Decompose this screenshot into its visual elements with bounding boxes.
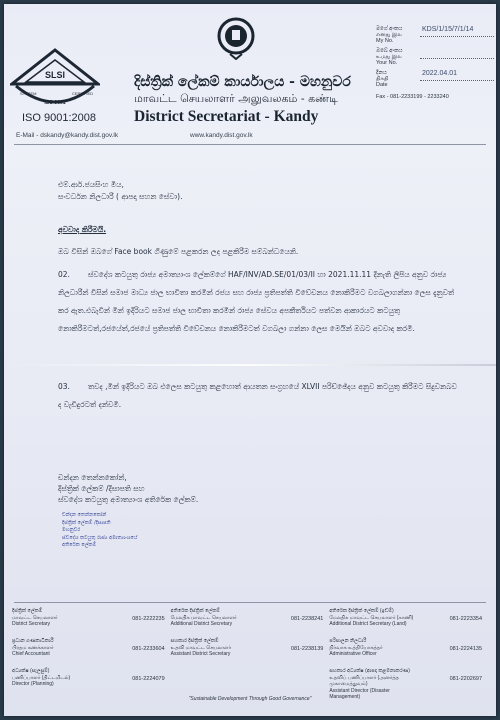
signer-title-2: ස්වදේශ කටයුතු අමාත්‍යාංශ අතිරේක ලේකම්. — [58, 495, 199, 504]
logo-iso: ISO 9001 — [44, 100, 66, 106]
email-address: E-Mail - dskandy@kandy.dist.gov.lk — [16, 132, 119, 139]
slsi-logo-text: SLSI — [44, 70, 66, 80]
meta-label: ඔබේ අංකය உமது இல Your No. — [376, 48, 403, 66]
contact-role — [171, 668, 261, 694]
contact-phone: 081-2238241 — [290, 616, 324, 622]
slsi-logo — [10, 48, 100, 110]
meta-my-no — [376, 26, 494, 48]
paragraph-number: 02. — [58, 270, 70, 279]
contact-entry — [329, 638, 488, 664]
paragraph-intro: ඔබ විසින් ඔබගේ Face book ගිණුමේ පළකරන ලද පළකිරීම සම්බන්ධයෙනි. — [58, 247, 299, 256]
paragraph-02 — [58, 266, 458, 338]
contact-entry — [12, 638, 171, 664]
contact-role: අතිරේක දිස්ත්‍රික් ලේකම් (ඉඩම්) மேலதிக மாவட்ட செயலாளர் (காணி) Additional District Secretary (Land) — [329, 608, 414, 627]
contact-role: අධ්‍යක්ෂ (සැලසුම්) பணிப்பாளர் (திட்டமிடல்) Director (Planning) — [12, 668, 71, 687]
meta-label: මගේ අංකය எனது இல My No. — [376, 26, 403, 44]
contact-role: ප්‍රධාන ගණකාධිකාරී பிரதம கணக்காளர் Chief Accountant — [12, 638, 54, 657]
footer-divider — [14, 602, 486, 603]
meta-value: KDS/1/15/7/1/14 — [420, 26, 494, 37]
iso-label: ISO 9001:2008 — [22, 112, 97, 124]
contact-entry — [171, 668, 330, 694]
stamp-line: ස්වදේශ කටයුතු රාජ්‍ය අමාත්‍යාංශයේ — [62, 534, 138, 541]
logo-ring-left: SYSTEM — [20, 91, 37, 96]
contact-phone: 081-2202697 — [449, 676, 482, 682]
contact-entry — [12, 668, 171, 694]
contact-phone: 081-2238139 — [290, 646, 324, 652]
meta-label: දිනය திகதி Date — [376, 70, 389, 88]
contact-entry — [12, 608, 171, 634]
contact-entry — [329, 668, 488, 700]
title-tamil: மாவட்ட செயலாளர் அலுவலகம் - கண்டி — [134, 92, 338, 105]
website-address: www.kandy.dist.gov.lk — [190, 132, 253, 139]
meta-value — [420, 48, 494, 59]
reference-block — [376, 26, 494, 100]
contact-role: දිස්ත්‍රික් ලේකම් மாவட்ட செயலாளர் District Secretary — [12, 608, 58, 627]
contact-role: සහකාර අධ්‍යක්ෂ (ආපදා කළමනාකරණ) உதவிப் பணிப்பாளர் (அனர்த்த முகாமைத்துவம்) Assistant Director (Disaster Management) — [329, 668, 410, 700]
signer-title: දිස්ත්‍රික් ලේකම් /දිසාපති සහ — [58, 484, 145, 493]
letter-page — [4, 4, 496, 716]
header-divider — [14, 144, 486, 145]
meta-value: 2022.04.01 — [420, 70, 494, 81]
footer-contacts — [12, 608, 488, 702]
signer-name: චන්දන තෙන්නකෝන්, — [58, 473, 127, 482]
national-emblem-icon — [216, 14, 256, 60]
footer-motto: "Sustainable Development Through Good Governance" — [188, 696, 312, 702]
contact-entry — [171, 638, 330, 664]
paragraph-text: තවද ,මින් ඉදිරියට ඔබ එලෙස කටයුතු කළහොත් ආයතන සංග්‍රහයේ XLVII පරිච්ඡේදය අනුව කටයුතු කිරීමට සිදුවනබව ද වැඩිදුරටත් දන්වමි. — [58, 382, 457, 409]
contact-phone: 081-2223354 — [449, 616, 482, 622]
contact-phone: 081-2224135 — [449, 646, 482, 652]
meta-your-no — [376, 48, 494, 70]
official-stamp — [62, 512, 202, 550]
logo-ring-right: CERTIFIED — [72, 91, 94, 96]
signature-block — [58, 472, 358, 505]
contact-role: සහකාර දිස්ත්‍රික් ලේකම් உதவி மாவட்ட செயலாளர் Assistant District Secretary — [170, 638, 232, 657]
contact-phone: 081-2224079 — [132, 676, 165, 682]
stamp-line: දිස්ත්‍රික් ලේකම් /දිසාපති — [62, 519, 111, 526]
meta-date — [376, 70, 494, 92]
paper-fold — [4, 364, 496, 366]
stamp-line: මහනුවර — [62, 527, 81, 533]
stamp-line: අතිරේක ලේකම් — [62, 542, 97, 548]
paragraph-number: 03. — [58, 382, 70, 391]
letter-subject: අවවාද කිරීමයි. — [58, 225, 107, 234]
paragraph-03 — [58, 378, 458, 414]
title-english: District Secretariat - Kandy — [134, 108, 319, 125]
contact-entry — [171, 608, 330, 634]
stamp-line: චන්දන තෙන්නකෝන් — [62, 512, 107, 518]
contact-entry — [329, 608, 488, 634]
fax-number: Fax - 081-2233199 - 2233240 — [376, 94, 449, 100]
addressee: එම්.ආර්.ජයසිංහ මිය, සංවර්ධන නිලධාරී ( ආපදා සහන සේවා). — [58, 180, 183, 201]
contact-phone: 081-2222235 — [132, 616, 165, 622]
contact-role: අතිරේක දිස්ත්‍රික් ලේකම් மேலதிக மாவட்ட செயலாளர் Additional District Secretary — [170, 608, 237, 627]
paragraph-text: ස්වදේශ කටයුතු රාජ්‍ය අමාත්‍යාංශ ලේකම්ගේ HAF/INV/AD.SE/01/03/II හා 2021.11.11 දිනැති ලිපිය අනුව රාජ්‍ය නිලධාරීන් විසින් සමාජ මාධ්‍ය ජාල භාවිතා කරමින් රජය සහ රාජ්‍ය ප්‍රතිපත්ති විවේචනය නොකිරීමට වගබලාගන්නා ලෙස දැනුවත් කර ඇත.එබැවින් මින් ඉදිරියට සමාජ ජාල භාවිතා කරමින් රාජ්‍ය සේවය අපකීර්තියට පත්වන ආකාරයට කටයුතු නොකිරීමටත්,රජයේත්,රජයේ ප්‍රතිපත්ති විවේචනය නොකිරීමටත් වගබලා ගන්නා ලෙස මෙයින් ඔබට අවවාද කරමි. — [58, 270, 455, 333]
contact-phone: 081-2233604 — [132, 646, 165, 652]
contact-role: පරිපාලන නිලධාරී நிர்வாக உத்தியோகத்தர் Administrative Officer — [329, 638, 383, 657]
title-sinhala: දිස්ත්‍රික් ලේකම් කාර්යාලය - මහනුවර — [134, 74, 351, 90]
